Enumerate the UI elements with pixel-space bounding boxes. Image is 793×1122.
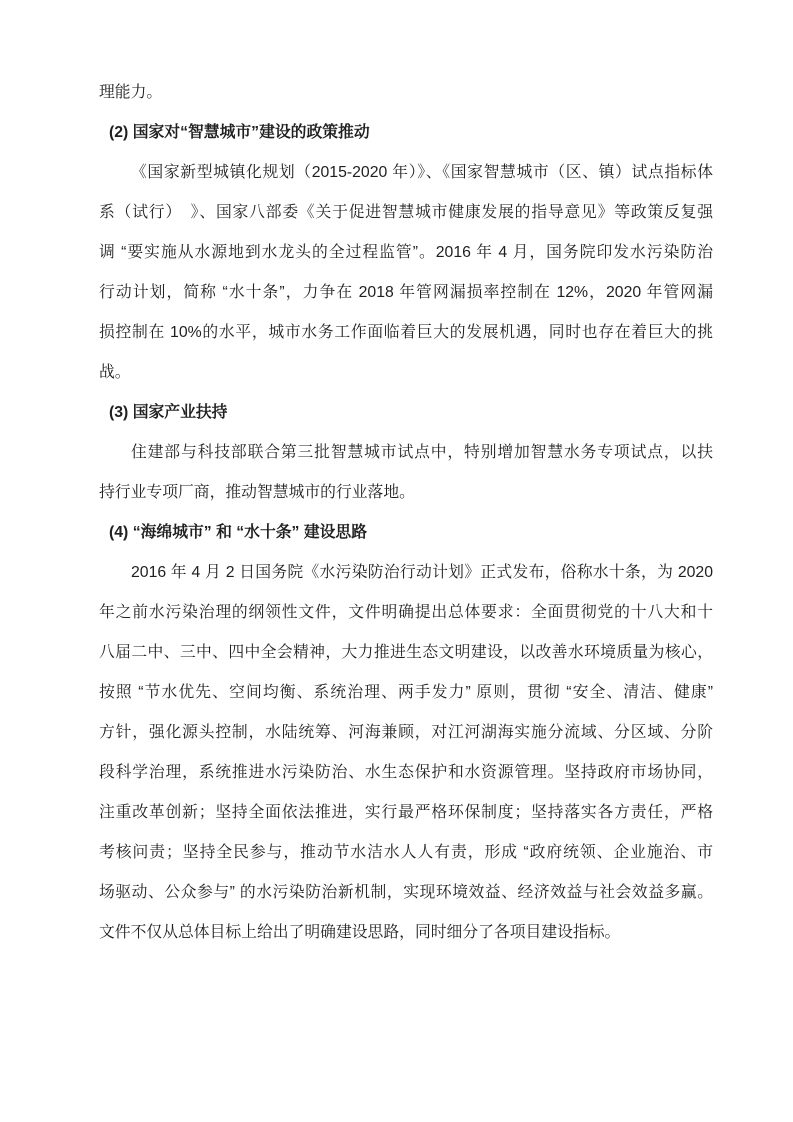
paragraph-line: 损控制在 10%的水平，城市水务工作面临着巨大的发展机遇，同时也存在着巨大的挑 — [99, 324, 713, 341]
paragraph — [99, 433, 713, 513]
paragraph-line: 战。 — [99, 364, 131, 381]
paragraph — [99, 153, 713, 393]
paragraph-line: 系（试行） 》、国家八部委《关于促进智慧城市健康发展的指导意见》等政策反复强 — [99, 204, 713, 221]
paragraph-line: 文件不仅从总体目标上给出了明确建设思路，同时细分了各项目建设指标。 — [99, 924, 621, 941]
paragraph-line: 《国家新型城镇化规划（2015-2020 年）》、《国家智慧城市（区、镇）试点指标体 — [131, 164, 713, 181]
paragraph — [99, 73, 713, 113]
paragraph-line: 年之前水污染治理的纲领性文件，文件明确提出总体要求：全面贯彻党的十八大和十 — [99, 604, 713, 621]
paragraph-line: 段科学治理，系统推进水污染防治、水生态保护和水资源管理。坚持政府市场协同， — [99, 764, 713, 781]
paragraph-line: 八届二中、三中、四中全会精神，大力推进生态文明建设，以改善水环境质量为核心， — [99, 644, 713, 661]
paragraph — [99, 553, 713, 953]
paragraph-line: 考核问责；坚持全民参与，推动节水洁水人人有责，形成 “政府统领、企业施治、市 — [99, 844, 713, 861]
paragraph-line: 理能力。 — [99, 84, 163, 101]
paragraph-line: 方针，强化源头控制，水陆统筹、河海兼顾，对江河湖海实施分流域、分区域、分阶 — [99, 724, 713, 741]
paragraph-line: 注重改革创新；坚持全面依法推进，实行最严格环保制度；坚持落实各方责任，严格 — [99, 804, 713, 821]
paragraph-line: 场驱动、公众参与” 的水污染防治新机制，实现环境效益、经济效益与社会效益多赢。 — [99, 884, 713, 901]
section-heading: (2) 国家对“智慧城市”建设的政策推动 — [109, 124, 370, 141]
paragraph-line: 调 “要实施从水源地到水龙头的全过程监管”。2016 年 4 月，国务院印发水污染防治 — [99, 244, 713, 261]
paragraph-line: 行动计划，简称 “水十条”，力争在 2018 年管网漏损率控制在 12%，2020 年管网漏 — [99, 284, 713, 301]
section-heading: (3) 国家产业扶持 — [109, 404, 228, 421]
paragraph-line: 持行业专项厂商，推动智慧城市的行业落地。 — [99, 484, 415, 501]
paragraph-line: 按照 “节水优先、空间均衡、系统治理、两手发力” 原则，贯彻 “安全、清洁、健康” — [99, 684, 713, 701]
paragraph-line: 住建部与科技部联合第三批智慧城市试点中，特别增加智慧水务专项试点，以扶 — [131, 444, 713, 461]
paragraph-line: 2016 年 4 月 2 日国务院《水污染防治行动计划》正式发布，俗称水十条，为 2020 — [131, 564, 713, 581]
section-heading: (4) “海绵城市” 和 “水十条” 建设思路 — [109, 524, 368, 541]
